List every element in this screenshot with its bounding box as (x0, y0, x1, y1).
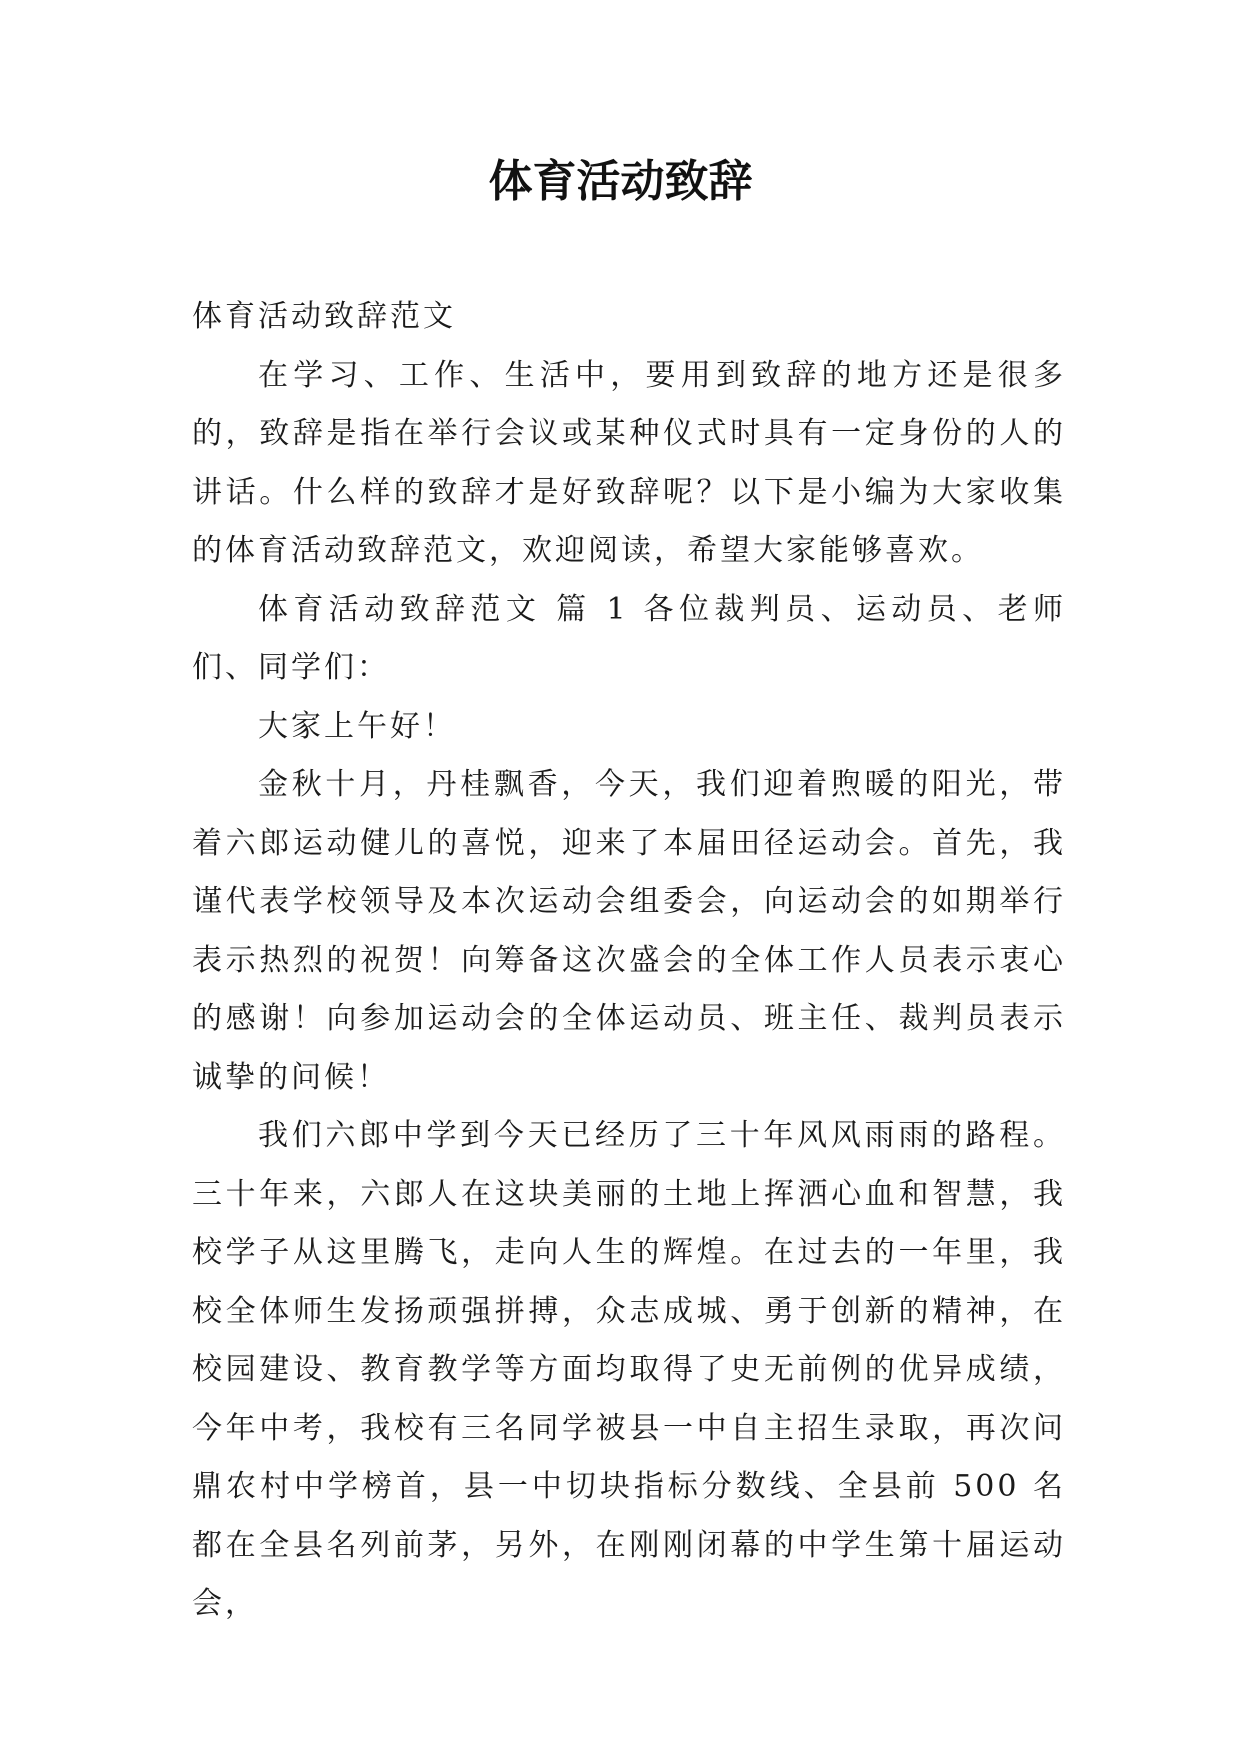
paragraph-school-history: 我们六郎中学到今天已经历了三十年风风雨雨的路程。三十年来，六郎人在这块美丽的土地上挥洒心血和智慧，我校学子从这里腾飞，走向人生的辉煌。在过去的一年里，我校全体师生发扬顽强拼搏，众志成城、勇于创新的精神，在校园建设、教育教学等方面均取得了史无前例的优异成绩，今年中考，我校有三名同学被县一中自主招生录取，再次问鼎农村中学榜首，县一中切块指标分数线、全县前 500 名都在全县名列前茅，另外，在刚刚闭幕的中学生第十届运动会， (192, 1118, 1066, 1621)
paragraph-intro: 在学习、工作、生活中，要用到致辞的地方还是很多的，致辞是指在举行会议或某种仪式时具有一定身份的人的讲话。什么样的致辞才是好致辞呢？以下是小编为大家收集的体育活动致辞范文，欢迎阅读，希望大家能够喜欢。 (192, 357, 1066, 568)
paragraph-greeting: 大家上午好！ (258, 708, 456, 744)
paragraph-subtitle: 体育活动致辞范文 (192, 299, 456, 334)
document-title: 体育活动致辞 (488, 156, 753, 207)
document-body (192, 288, 1066, 1634)
paragraph-opening: 金秋十月，丹桂飘香，今天，我们迎着煦暖的阳光，带着六郎运动健儿的喜悦，迎来了本届田径运动会。首先，我谨代表学校领导及本次运动会组委会，向运动会的如期举行表示热烈的祝贺！向筹备这次盛会的全体工作人员表示衷心的感谢！向参加运动会的全体运动员、班主任、裁判员表示诚挚的问候！ (192, 767, 1066, 1095)
paragraph-salutation: 体育活动致辞范文 篇 1 各位裁判员、运动员、老师们、同学们： (192, 591, 1066, 685)
